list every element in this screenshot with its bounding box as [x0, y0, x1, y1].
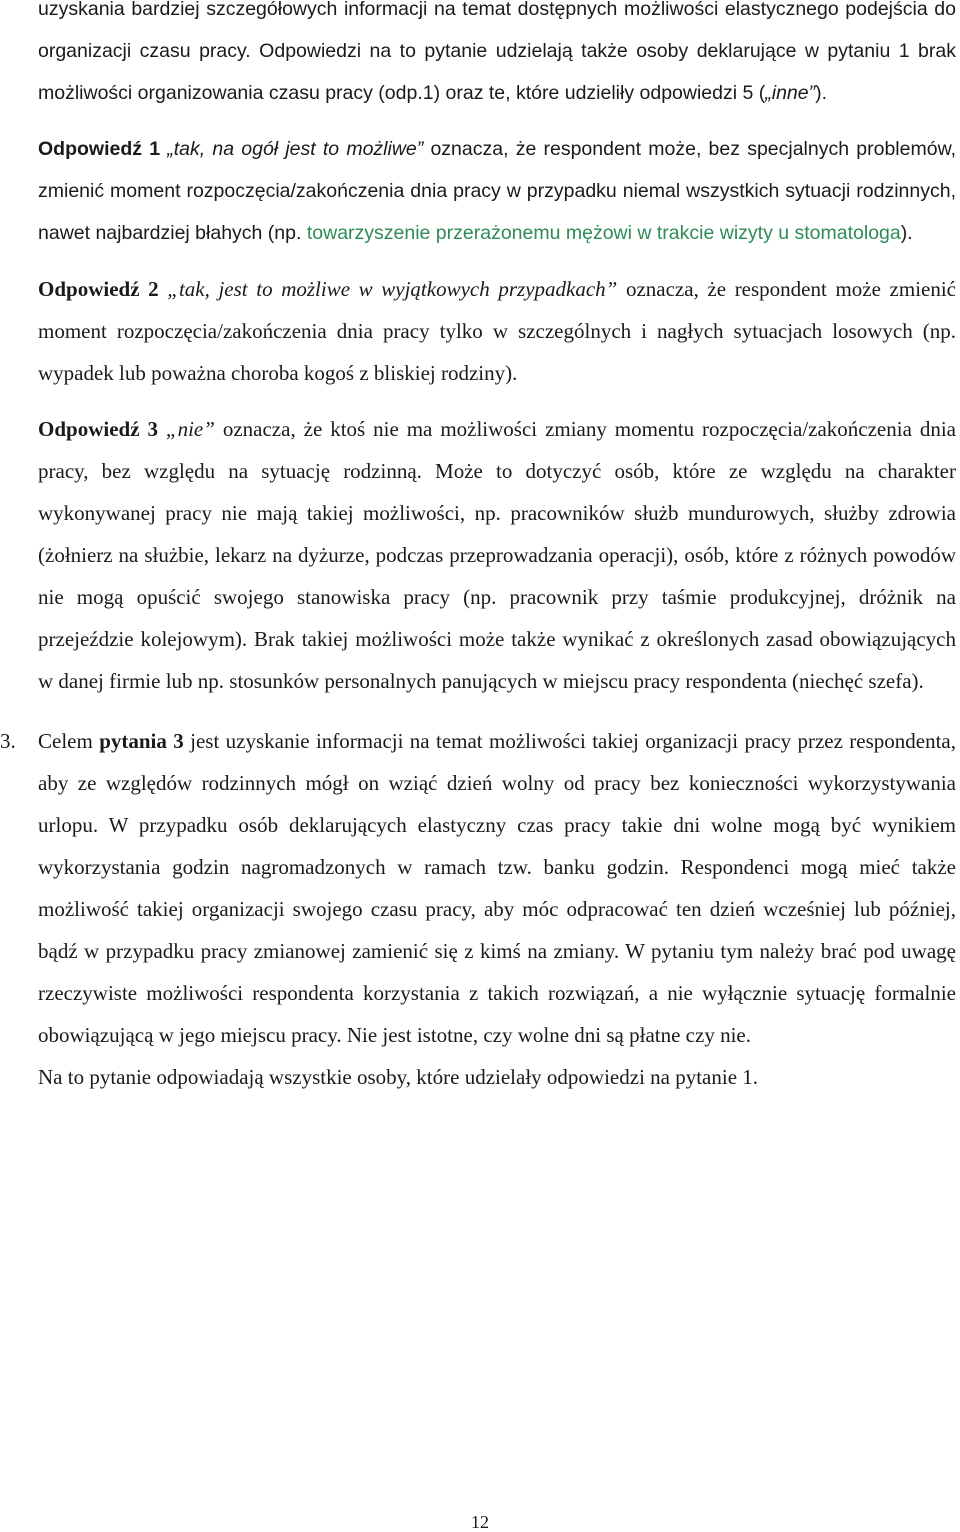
question-3-text: jest uzyskanie informacji na temat możliwości takiej organizacji pracy przez respondenta, aby ze względów rodzinnych mógł on wziąć dzień wolny od pracy bez konieczności wykorzystywania urlopu. W przypadku osób deklarujących elastyczny czas pracy takie dni wolne mogą być wynikiem wykorzystania godzin nagromadzonych w ramach tzw. banku godzin. Respondenci mogą mieć także możliwość takiej organizacji swojego czasu pracy, aby móc odpracować ten dzień wcześniej lub później, bądź w przypadku pracy zmianowej zamienić się z kimś na zmiany. W pytaniu tym należy brać pod uwagę rzeczywiste możliwości respondenta korzystania z takich rozwiązań, a nie wyłącznie sytuację formalnie obowiązującą w jego miejscu pracy. Nie jest istotne, czy wolne dni są płatne czy nie.	[38, 729, 956, 1047]
answer-1-label: Odpowiedź 1	[38, 138, 161, 160]
intro-paragraph	[38, 0, 956, 114]
question-3-bold: pytania 3	[99, 729, 184, 753]
question-3-final: Na to pytanie odpowiadają wszystkie osoby, które udzielały odpowiedzi na pytanie 1.	[38, 1065, 759, 1089]
answer-2-quote: „tak, jest to możliwe w wyjątkowych przypadkach”	[167, 277, 618, 301]
intro-close: ).	[815, 82, 828, 104]
inne-quote: „inne”	[765, 82, 816, 104]
answer-3-text: oznacza, że ktoś nie ma możliwości zmiany momentu rozpoczęcia/zakończenia dnia pracy, bez względu na sytuację rodzinną. Może to dotyczyć osób, które ze względu na charakter wykonywanej pracy nie mają takiej możliwości, np. pracowników służb mundurowych, służby zdrowia (żołnierz na służbie, lekarz na dyżurze, podczas przeprowadzania operacji), osób, które z różnych powodów nie mogą opuścić swojego stanowiska pracy (np. pracownik przy taśmie produkcyjnej, dróżnik na przejeździe kolejowym). Brak takiej możliwości może także wynikać z określonych zasad obowiązujących w danej firmie lub np. stosunków personalnych panujących w miejscu pracy respondenta (niechęć szefa).	[38, 417, 956, 693]
question-3-lead: Celem	[38, 729, 100, 753]
answer-2-label: Odpowiedź 2	[38, 277, 159, 301]
answer-3-label: Odpowiedź 3	[38, 417, 158, 441]
intro-text: uzyskania bardziej szczegółowych informacji na temat dostępnych możliwości elastycznego podejścia do organizacji czasu pracy. Odpowiedzi na to pytanie udzielają także osoby deklarujące w pytaniu 1 brak możliwości organizowania czasu pracy (odp.1) oraz te, które udzieliły odpowiedzi 5 (	[38, 0, 956, 104]
list-number: 3.	[0, 729, 16, 753]
page-number: 12	[471, 1512, 489, 1532]
answer-1-text: oznacza, że respondent może, bez specjalnych problemów, zmienić moment rozpoczęcia/zakończenia dnia pracy w przypadku niemal wszystkich sytuacji rodzinnych, nawet najbardziej błahych (np.	[38, 138, 956, 244]
answer-2-paragraph	[38, 268, 956, 394]
list-item-3	[0, 720, 956, 1098]
question-3-paragraph	[38, 720, 956, 1056]
answer-2-text: oznacza, że respondent może zmienić moment rozpoczęcia/zakończenia dnia pracy tylko w szczególnych i nagłych sytuacjach losowych (np. wypadek lub poważna choroba kogoś z bliskiej rodziny).	[38, 277, 957, 385]
answer-1-close: ).	[900, 222, 913, 244]
answer-3-paragraph	[38, 408, 956, 702]
answer-1-example: towarzyszenie przerażonemu mężowi w trakcie wizyty u stomatologa	[306, 222, 901, 244]
answer-1-paragraph	[38, 128, 956, 254]
answer-3-quote: „nie”	[165, 417, 215, 441]
answer-1-quote: „tak, na ogół jest to możliwe”	[167, 138, 424, 160]
